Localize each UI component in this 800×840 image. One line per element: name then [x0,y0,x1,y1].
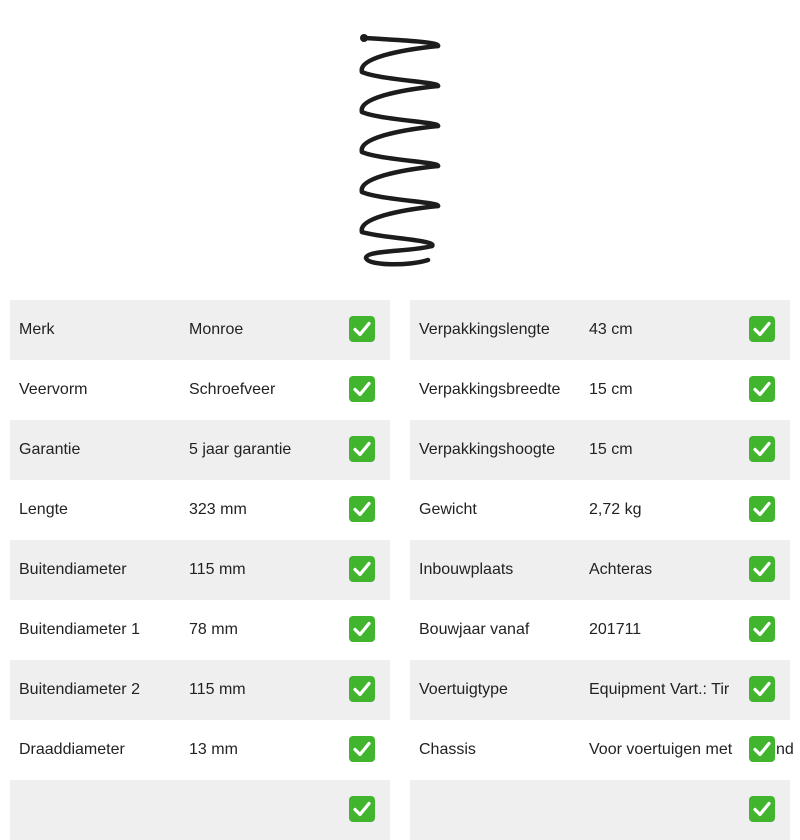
spec-value: 201711 [589,621,642,638]
check-icon [749,436,775,462]
check-icon [749,736,775,762]
check-icon [349,796,375,822]
spec-row [410,660,790,720]
spec-label: Chassis [419,741,476,758]
spec-value: Equipment Vart.: Tir [589,681,730,698]
spec-label: Buitendiameter 1 [19,621,140,638]
spec-value: Achteras [589,561,653,578]
spec-row [410,600,790,660]
spec-row [10,540,390,600]
spec-row [410,420,790,480]
spec-row [410,480,790,540]
spec-value: 78 mm [189,621,238,638]
spec-row [10,660,390,720]
coil-spring-icon [340,28,460,273]
spec-value: 43 cm [589,321,633,338]
product-image [340,28,460,273]
spec-row [410,300,790,360]
spec-row [410,780,790,840]
spec-label: Gewicht [419,501,477,518]
spec-label: Buitendiameter 2 [19,681,140,698]
spec-label: Bouwjaar vanaf [419,621,530,638]
spec-value: 15 cm [589,441,633,458]
check-icon [349,376,375,402]
check-icon [349,496,375,522]
spec-row [10,600,390,660]
spec-label: Verpakkingshoogte [419,441,556,458]
spec-label: Garantie [19,441,81,458]
check-icon [749,496,775,522]
spec-value: 115 mm [189,561,246,578]
spec-row [410,540,790,600]
spec-row [10,480,390,540]
spec-value: 115 mm [189,681,246,698]
spec-value: Monroe [189,321,244,338]
check-icon [749,796,775,822]
spec-label: Draaddiameter [19,741,125,758]
spec-row [10,780,390,840]
spec-label: Voertuigtype [419,681,508,698]
spec-table-left [10,300,390,840]
check-icon [349,436,375,462]
spec-label: Buitendiameter [19,561,127,578]
spec-table-right [410,300,794,840]
spec-label: Verpakkingslengte [419,321,550,338]
spec-label: Lengte [19,501,68,518]
spec-row [10,420,390,480]
check-icon [349,616,375,642]
spec-value: 13 mm [189,741,238,758]
spec-row [410,720,794,780]
check-icon [349,556,375,582]
spec-value: 323 mm [189,501,247,518]
check-icon [749,316,775,342]
check-icon [349,676,375,702]
check-icon [749,556,775,582]
spec-value: 15 cm [589,381,633,398]
check-icon [349,736,375,762]
spec-label: Merk [19,321,55,338]
spec-label: Inbouwplaats [419,561,514,578]
spec-row [10,720,390,780]
spec-row [10,360,390,420]
spec-value: Schroefveer [189,381,276,398]
check-icon [749,376,775,402]
check-icon [749,616,775,642]
check-icon [749,676,775,702]
spec-label: Veervorm [19,381,88,398]
spec-label: Verpakkingsbreedte [419,381,561,398]
spec-value: Voor voertuigen met [589,741,733,758]
spec-row [410,360,790,420]
spec-value: 5 jaar garantie [189,441,292,458]
check-icon [349,316,375,342]
spec-value: 2,72 kg [589,501,642,518]
spec-value-overflow: nd [776,741,794,758]
spec-row [10,300,390,360]
